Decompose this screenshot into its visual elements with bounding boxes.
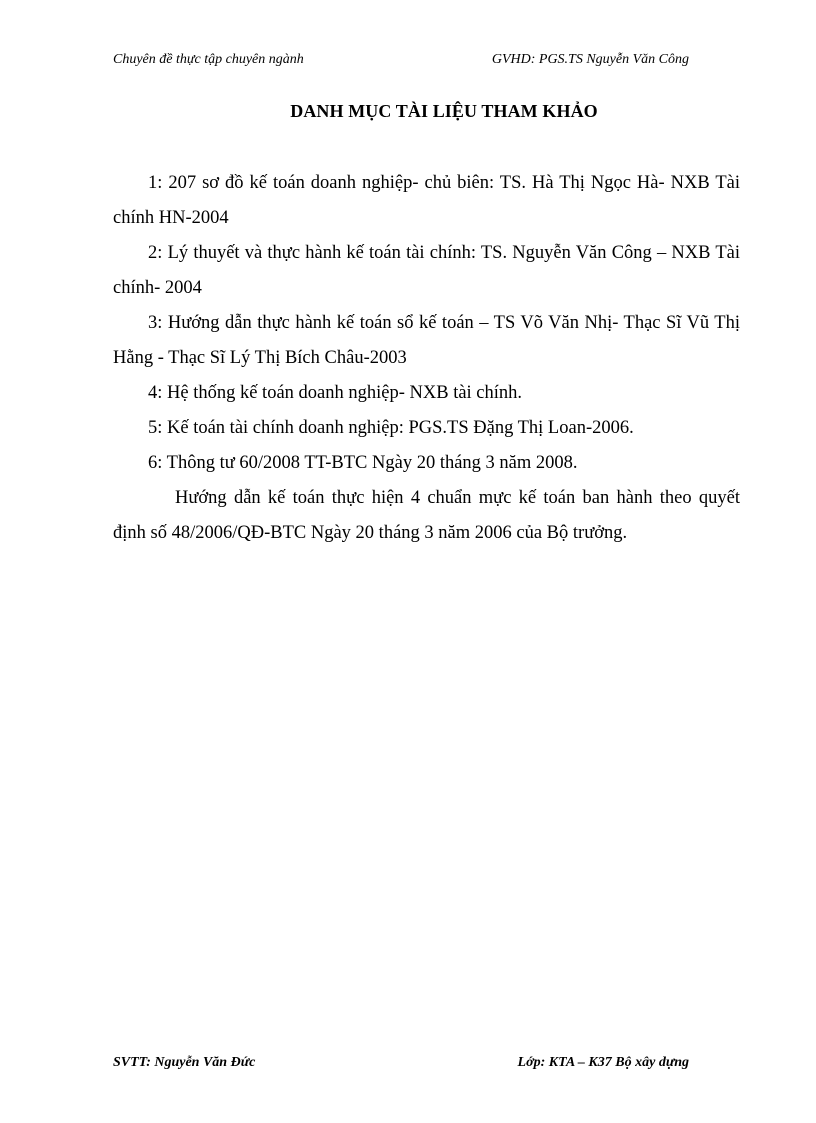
- reference-item: 4: Hệ thống kế toán doanh nghiệp- NXB tài chính.: [148, 383, 523, 403]
- page-title: DANH MỤC TÀI LIỆU THAM KHẢO: [290, 101, 598, 121]
- reference-note: Hướng dẫn kế toán thực hiện 4 chuẩn mực kế toán ban hành theo quyết định số 48/2006/QĐ-BTC Ngày 20 tháng 3 năm 2006 của Bộ trưởng.: [113, 488, 740, 543]
- reference-item: 1: 207 sơ đồ kế toán doanh nghiệp- chủ biên: TS. Hà Thị Ngọc Hà- NXB Tài chính HN-2004: [113, 173, 740, 228]
- reference-list: [113, 166, 740, 551]
- header-course-title: Chuyên đề thực tập chuyên ngành: [113, 52, 304, 67]
- page-footer: [113, 1055, 689, 1071]
- footer-class: Lớp: KTA – K37 Bộ xây dựng: [517, 1055, 689, 1070]
- reference-item: 3: Hướng dẫn thực hành kế toán sổ kế toán – TS Võ Văn Nhị- Thạc Sĩ Vũ Thị Hằng - Thạc Sĩ Lý Thị Bích Châu-2003: [113, 313, 740, 368]
- reference-item: 5: Kế toán tài chính doanh nghiệp: PGS.TS Đặng Thị Loan-2006.: [148, 418, 634, 438]
- footer-student: SVTT: Nguyễn Văn Đức: [113, 1055, 256, 1070]
- reference-item: 6: Thông tư 60/2008 TT-BTC Ngày 20 tháng 3 năm 2008.: [148, 453, 578, 473]
- reference-item: 2: Lý thuyết và thực hành kế toán tài chính: TS. Nguyễn Văn Công – NXB Tài chính- 2004: [113, 243, 740, 298]
- header-advisor: GVHD: PGS.TS Nguyễn Văn Công: [491, 52, 689, 67]
- page-header: [113, 52, 689, 68]
